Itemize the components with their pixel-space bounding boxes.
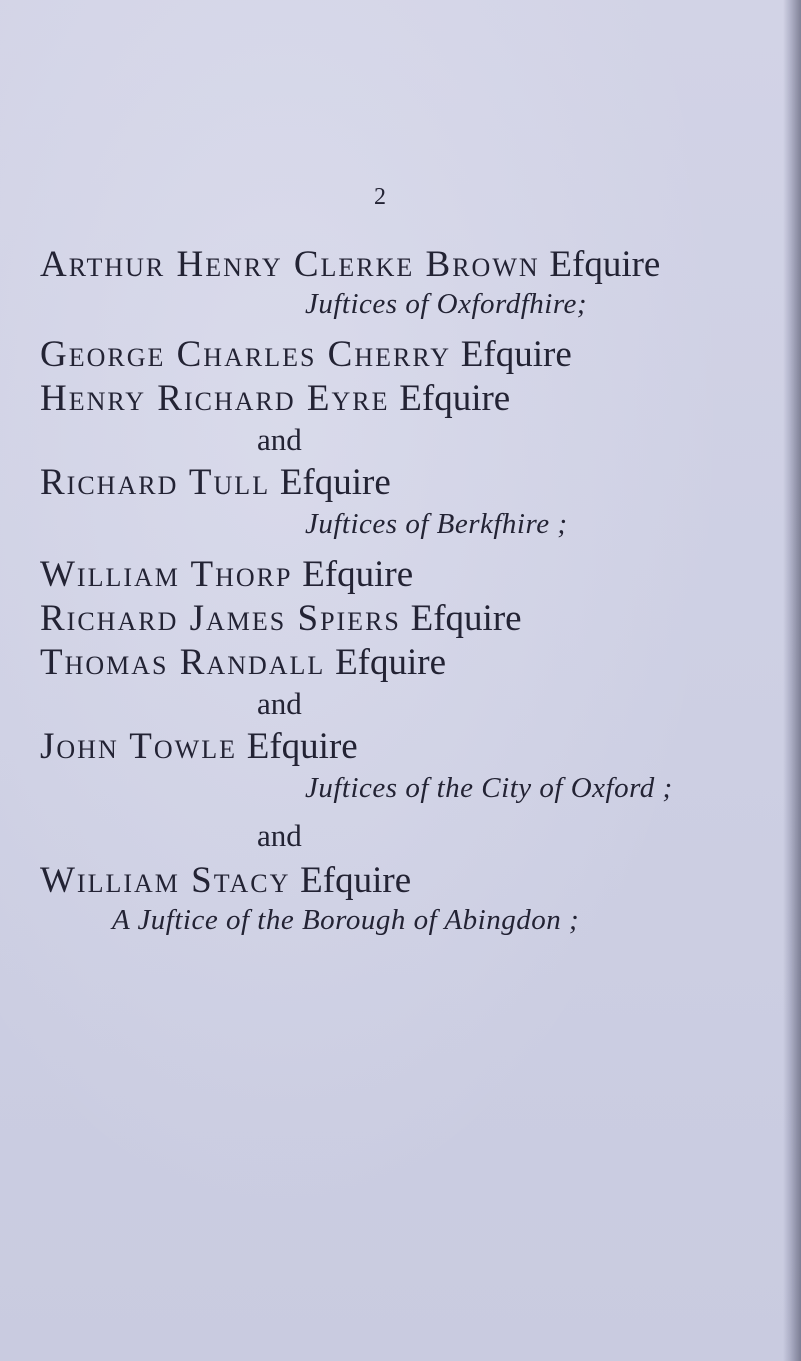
conjunction: and bbox=[257, 818, 302, 853]
person-name: George Charles Cherry bbox=[40, 334, 452, 375]
person-name: John Towle bbox=[40, 726, 237, 767]
honorific: Efquire bbox=[279, 462, 391, 503]
honorific: Efquire bbox=[399, 378, 511, 419]
name-line bbox=[40, 862, 411, 899]
honorific: Efquire bbox=[300, 860, 412, 901]
conjunction: and bbox=[257, 686, 302, 721]
name-line bbox=[40, 644, 446, 681]
honorific: Efquire bbox=[246, 726, 358, 767]
honorific: Efquire bbox=[302, 554, 414, 595]
honorific: Efquire bbox=[460, 334, 572, 375]
name-line bbox=[40, 728, 358, 765]
role-line: Juftices of Oxfordfhire; bbox=[305, 288, 588, 320]
person-name: Richard James Spiers bbox=[40, 598, 401, 639]
name-line bbox=[40, 246, 660, 283]
person-name: Thomas Randall bbox=[40, 642, 326, 683]
person-name: Richard Tull bbox=[40, 462, 271, 503]
conjunction: and bbox=[257, 422, 302, 457]
role-line: A Juftice of the Borough of Abingdon ; bbox=[112, 904, 580, 936]
name-line bbox=[40, 336, 572, 373]
person-name: Arthur Henry Clerke Brown bbox=[40, 244, 540, 285]
person-name: Henry Richard Eyre bbox=[40, 378, 390, 419]
name-line bbox=[40, 556, 413, 593]
person-name: William Stacy bbox=[40, 860, 291, 901]
honorific: Efquire bbox=[335, 642, 447, 683]
page-number: 2 bbox=[374, 184, 386, 210]
honorific: Efquire bbox=[549, 244, 661, 285]
name-line bbox=[40, 380, 510, 417]
honorific: Efquire bbox=[410, 598, 522, 639]
name-line bbox=[40, 464, 391, 501]
role-line: Juftices of the City of Oxford ; bbox=[305, 772, 673, 804]
role-line: Juftices of Berkfhire ; bbox=[305, 508, 568, 540]
page-edge-shadow bbox=[783, 0, 801, 1361]
name-line bbox=[40, 600, 522, 637]
person-name: William Thorp bbox=[40, 554, 293, 595]
